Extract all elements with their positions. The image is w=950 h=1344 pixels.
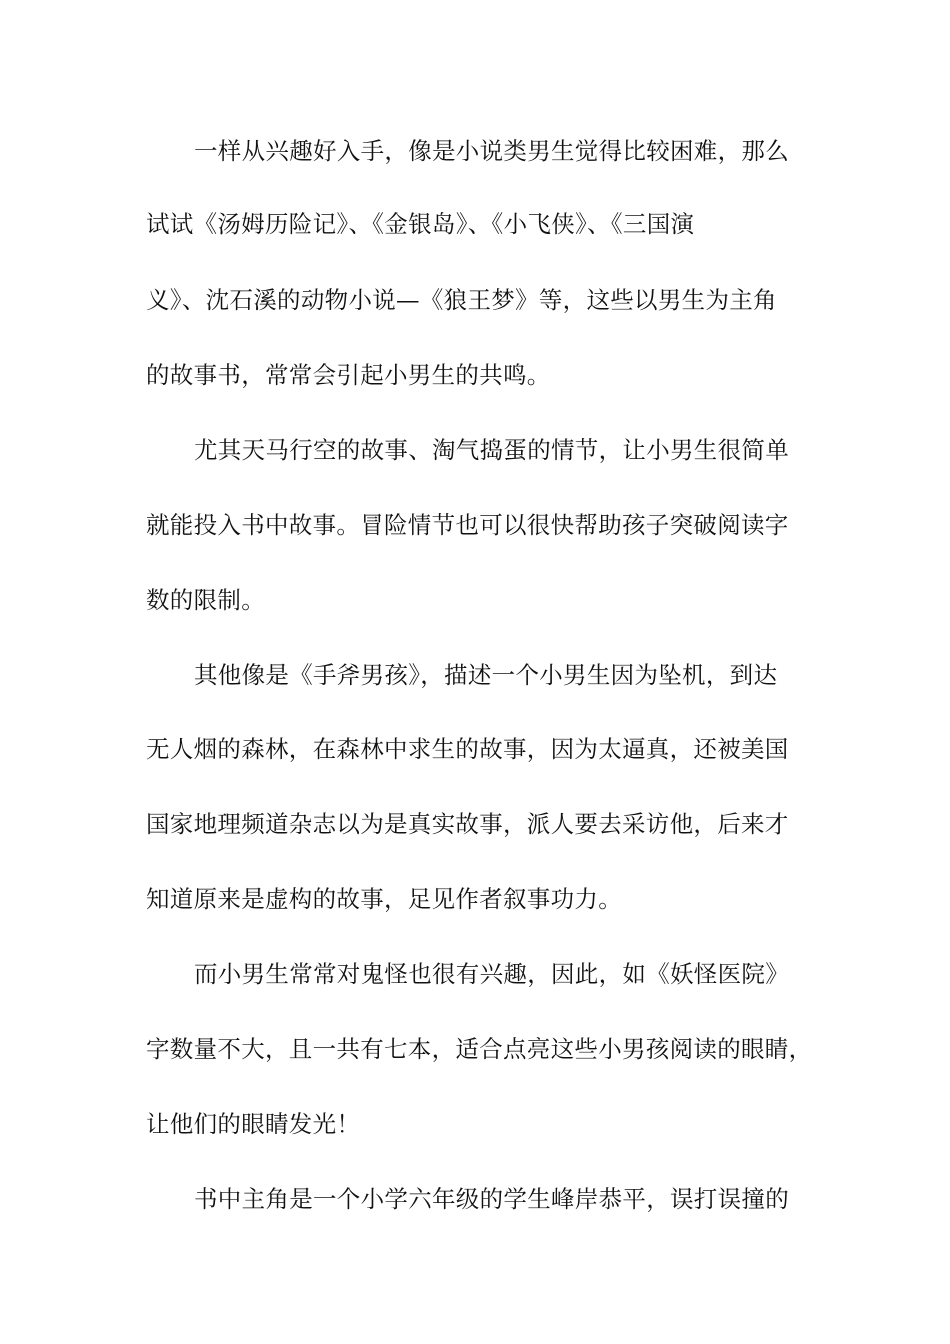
paragraph-2-line-3: 数的限制。 (146, 586, 265, 614)
paragraph-3-line-3: 国家地理频道杂志以为是真实故事，派人要去采访他，后来才 (146, 810, 789, 838)
paragraph-5-line-1: 书中主角是一个小学六年级的学生峰岸恭平，误打误撞的 (194, 1185, 789, 1213)
paragraph-3-line-2: 无人烟的森林，在森林中求生的故事，因为太逼真，还被美国 (146, 735, 789, 763)
paragraph-4-line-3: 让他们的眼睛发光！ (146, 1110, 361, 1138)
paragraph-1-line-2: 试试《汤姆历险记》、《金银岛》、《小飞侠》、《三国演 (146, 210, 695, 238)
paragraph-1-line-4: 的故事书，常常会引起小男生的共鸣。 (146, 361, 551, 389)
paragraph-2-line-2: 就能投入书中故事。冒险情节也可以很快帮助孩子突破阅读字 (146, 511, 789, 539)
paragraph-4-line-1: 而小男生常常对鬼怪也很有兴趣，因此，如《妖怪医院》 (194, 960, 789, 988)
paragraph-1-line-1: 一样从兴趣好入手，像是小说类男生觉得比较困难，那么 (194, 137, 789, 165)
paragraph-2-line-1: 尤其天马行空的故事、淘气捣蛋的情节，让小男生很简单 (194, 436, 789, 464)
paragraph-3-line-4: 知道原来是虚构的故事，足见作者叙事功力。 (146, 885, 622, 913)
paragraph-3-line-1: 其他像是《手斧男孩》，描述一个小男生因为坠机，到达 (194, 661, 778, 689)
paragraph-1-line-3: 义》、沈石溪的动物小说—《狼王梦》等，这些以男生为主角 (146, 286, 777, 314)
paragraph-4-line-2: 字数量不大，且一共有七本，适合点亮这些小男孩阅读的眼睛， (146, 1035, 813, 1063)
